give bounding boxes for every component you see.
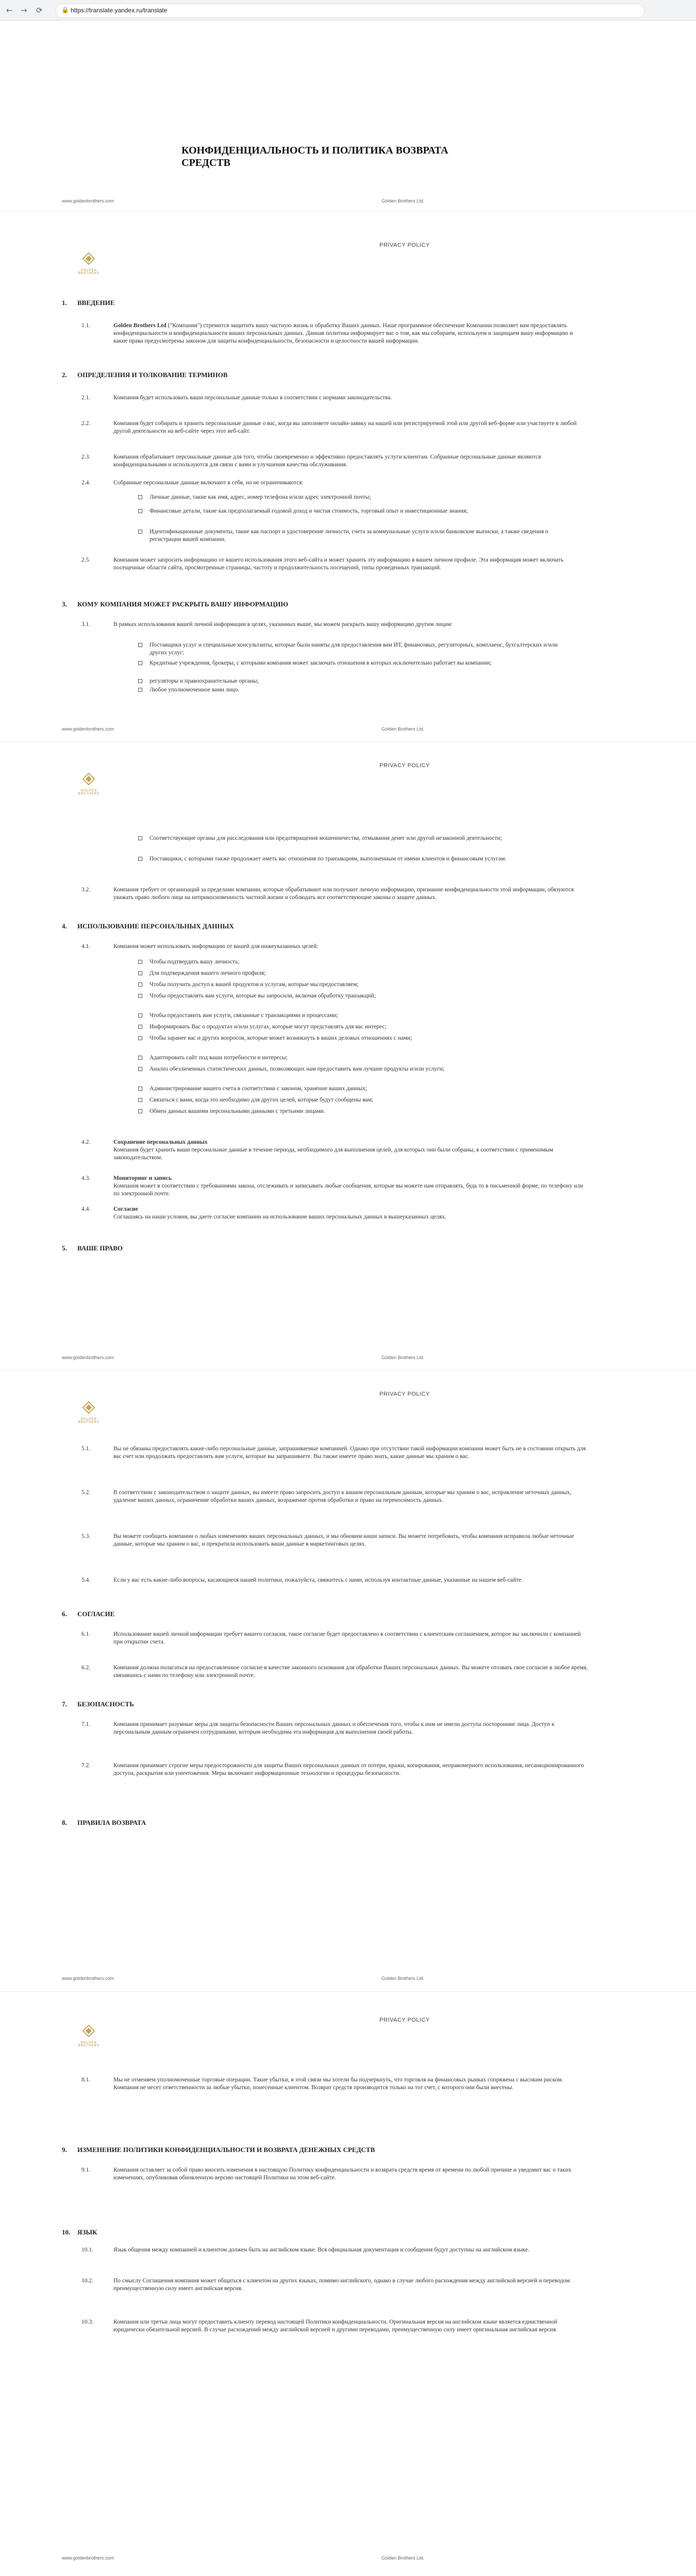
page-footer: [62, 198, 634, 206]
section-heading: 6. СОГЛАСИЕ: [62, 1610, 115, 1618]
company-logo: GOLDEN BROTHERS: [73, 1401, 104, 1429]
page-footer: www.goldenbrothers.com Golden Brothers Ltd.: [62, 1355, 425, 1360]
section-heading: 3. КОМУ КОМПАНИЯ МОЖЕТ РАСКРЫТЬ ВАШУ ИНФОРМАЦИЮ: [62, 600, 288, 608]
reload-icon[interactable]: ⟳: [36, 6, 43, 15]
document-title: КОНФИДЕНЦИАЛЬНОСТЬ И ПОЛИТИКА ВОЗВРАТА СРЕДСТВ: [181, 145, 449, 168]
logo-icon: [82, 1401, 95, 1414]
browser-toolbar: [0, 0, 696, 21]
company-logo: GOLDEN BROTHERS: [73, 773, 104, 801]
page-header: PRIVACY POLICY: [379, 762, 430, 769]
logo-icon: [82, 2025, 95, 2037]
back-icon[interactable]: ←: [6, 6, 13, 15]
page-header: PRIVACY POLICY: [379, 242, 430, 248]
page-footer: www.goldenbrothers.com Golden Brothers Ltd.: [62, 1976, 425, 1981]
page-divider: [0, 1370, 696, 1371]
section-heading: 1. ВВЕДЕНИЕ: [62, 299, 115, 307]
logo-icon: [82, 773, 95, 785]
section-heading: 5. ВАШЕ ПРАВО: [62, 1244, 123, 1252]
company-logo: GOLDEN BROTHERS: [73, 2025, 104, 2053]
forward-icon[interactable]: →: [21, 6, 27, 15]
page-header: PRIVACY POLICY: [379, 2017, 430, 2023]
logo-wordmark: GOLDEN BROTHERS: [78, 269, 100, 275]
section-heading: 7. БЕЗОПАСНОСТЬ: [62, 1700, 134, 1708]
footer-company: Golden Brothers Ltd.: [382, 198, 425, 204]
page-divider: [0, 1991, 696, 1992]
url-text: https://translate.yandex.ru/translate: [71, 7, 168, 14]
page-footer: www.goldenbrothers.com Golden Brothers Ltd.: [62, 2555, 425, 2561]
footer-site: www.goldenbrothers.com: [62, 198, 114, 204]
logo-icon: [82, 252, 95, 265]
page-header: PRIVACY POLICY: [379, 1391, 430, 1397]
section-heading: 9. ИЗМЕНЕНИЕ ПОЛИТИКИ КОНФИДЕНЦИАЛЬНОСТИ И ВОЗВРАТА ДЕНЕЖНЫХ СРЕДСТВ: [62, 2146, 375, 2154]
lock-icon: 🔒: [61, 6, 69, 13]
company-logo: [73, 252, 104, 280]
section-heading: 10. ЯЗЫК: [62, 2228, 97, 2236]
page-footer: www.goldenbrothers.com Golden Brothers Ltd.: [62, 726, 425, 732]
section-heading: 8. ПРАВИЛА ВОЗВРАТА: [62, 1819, 146, 1826]
section-heading: 4. ИСПОЛЬЗОВАНИЕ ПЕРСОНАЛЬНЫХ ДАННЫХ: [62, 922, 234, 930]
page-divider: [0, 211, 696, 212]
section-heading: 2. ОПРЕДЕЛЕНИЯ И ТОЛКОВАНИЕ ТЕРМИНОВ: [62, 371, 228, 379]
address-bar[interactable]: [56, 4, 644, 18]
